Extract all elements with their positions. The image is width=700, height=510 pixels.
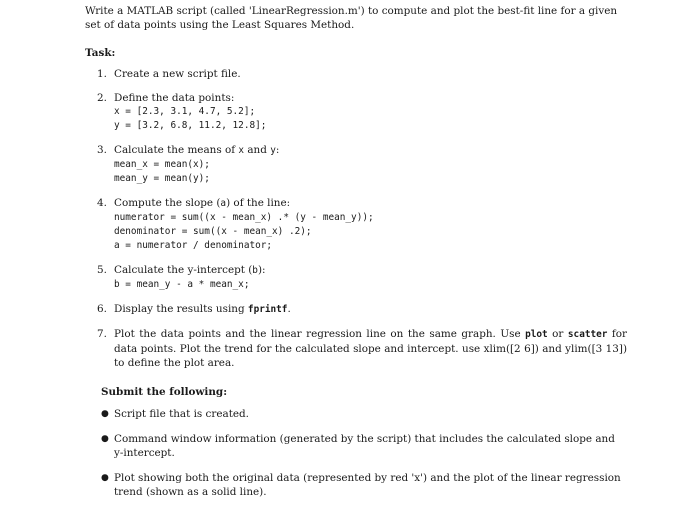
code-line: numerator = sum((x - mean_x) .* (y - mean_y)); — [114, 212, 374, 223]
item-text: Plot the data points and the linear regression line on the same graph. Use — [114, 328, 526, 340]
item-number: 5. — [97, 264, 107, 276]
inline-code: x — [238, 145, 245, 156]
item-text: or — [547, 328, 568, 340]
code-line: b = mean_y - a * mean_x; — [114, 279, 250, 290]
submit-item — [101, 432, 626, 460]
item-number: 1. — [97, 68, 107, 80]
bullet-icon: ● — [101, 473, 109, 483]
task-list — [97, 67, 627, 380]
item-number: 2. — [97, 92, 107, 104]
submit-item — [101, 407, 626, 421]
intro-paragraph: Write a MATLAB script (called 'LinearRegression.m') to compute and plot the best-fit line for a given set of data points using the Least Squares Method. — [85, 5, 618, 31]
submit-item — [101, 471, 626, 499]
code-line: x = [2.3, 3.1, 4.7, 5.2]; — [114, 106, 256, 117]
item-text: Create a new script file. — [114, 68, 241, 80]
code-line: denominator = sum((x - mean_x) .2); — [114, 226, 312, 237]
item-number: 4. — [97, 197, 107, 209]
item-text: Define the data points: — [114, 92, 235, 104]
inline-code: fprintf — [247, 304, 288, 315]
bullet-icon: ● — [101, 409, 109, 419]
task-item-2 — [97, 91, 627, 133]
code-line: mean_x = mean(x); — [114, 159, 210, 170]
item-number: 7. — [97, 328, 107, 340]
item-text: Calculate the means of — [114, 144, 239, 156]
item-text: and — [244, 144, 271, 156]
submit-list — [101, 407, 626, 510]
task-item-1 — [97, 67, 627, 81]
bullet-icon: ● — [101, 434, 109, 444]
item-text: Calculate the y-intercept ( — [114, 264, 253, 276]
item-text: Display the results using — [114, 303, 248, 315]
submit-item-text: Command window information (generated by the script) that includes the calculated slope and y-intercept. — [114, 433, 615, 459]
submit-heading: Submit the following: — [101, 386, 228, 398]
item-number: 3. — [97, 144, 107, 156]
item-text: ): — [257, 264, 266, 276]
item-text: for data points. Plot the trend for the calculated slope and intercept. use xlim([2 6]) and ylim([3 13]) to define the plot area. — [114, 328, 627, 369]
item-text: Compute the slope ( — [114, 197, 221, 209]
inline-code: b — [252, 265, 258, 276]
submit-item-text: Plot showing both the original data (represented by red 'x') and the plot of the linear regression trend (shown as a solid line). — [114, 472, 621, 498]
task-item-3 — [97, 143, 627, 186]
task-item-6 — [97, 302, 627, 317]
code-line: mean_y = mean(y); — [114, 173, 210, 184]
code-line: y = [3.2, 6.8, 11.2, 12.8]; — [114, 120, 267, 131]
task-heading: Task: — [85, 47, 116, 59]
inline-code: plot — [525, 329, 548, 340]
item-text: ) of the line: — [226, 197, 291, 209]
task-item-4 — [97, 196, 627, 253]
submit-item-text: Script file that is created. — [114, 408, 249, 420]
code-line: a = numerator / denominator; — [114, 240, 273, 251]
item-text: . — [287, 303, 291, 315]
inline-code: scatter — [567, 329, 608, 340]
inline-code: a — [220, 198, 227, 209]
item-number: 6. — [97, 303, 107, 315]
task-item-5 — [97, 263, 627, 292]
inline-code: y — [270, 145, 276, 156]
item-text: : — [275, 144, 280, 156]
task-item-7 — [97, 327, 627, 370]
